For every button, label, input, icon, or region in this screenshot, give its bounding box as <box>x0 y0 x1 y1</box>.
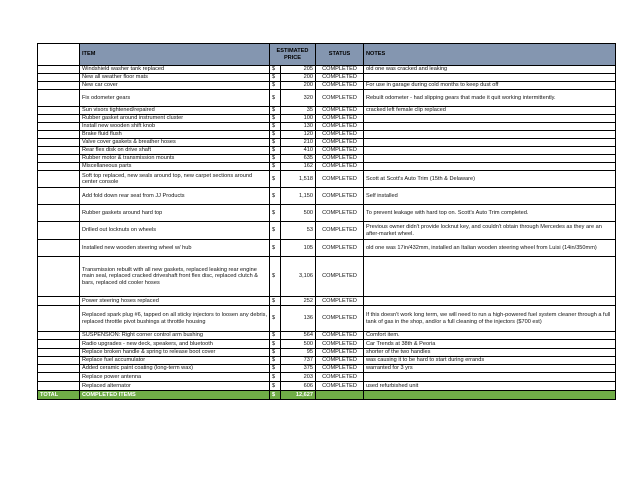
notes-cell: Rebuilt odometer - had slipping gears that made it quit working intermittently. <box>364 90 616 107</box>
table-row <box>38 131 616 139</box>
price-cell: 252 <box>281 297 316 306</box>
status-cell: COMPLETED <box>316 139 364 147</box>
item-cell: Transmission rebuilt with all new gaskets, replaced leaking rear engine main seal, replaced cracked driveshaft front flex disc, replaced clutch & bars, replaced old cooler hoses <box>80 257 270 297</box>
status-cell: COMPLETED <box>316 163 364 171</box>
price-cell: 635 <box>281 155 316 163</box>
price-cell: 130 <box>281 123 316 131</box>
table-row <box>38 365 616 373</box>
currency-cell: $ <box>270 139 281 147</box>
notes-cell: Car Trends at 38th & Peoria <box>364 340 616 349</box>
currency-cell: $ <box>270 222 281 240</box>
blank-cell <box>38 222 80 240</box>
item-cell: Install new wooden shift knob <box>80 123 270 131</box>
total-label: TOTAL <box>38 391 80 400</box>
table-row <box>38 357 616 365</box>
blank-cell <box>38 123 80 131</box>
blank-cell <box>38 188 80 205</box>
notes-cell: old one was 17in/432mm, installed an Italian wooden steering wheel from Luisi (14in/350mm) <box>364 240 616 257</box>
notes-cell <box>364 74 616 82</box>
currency-cell: $ <box>270 66 281 74</box>
currency-cell: $ <box>270 74 281 82</box>
spreadsheet-table <box>37 43 616 400</box>
currency-cell: $ <box>270 349 281 357</box>
currency-cell: $ <box>270 163 281 171</box>
table-row <box>38 66 616 74</box>
status-cell: COMPLETED <box>316 188 364 205</box>
item-cell: Sun visors tightened/repaired <box>80 107 270 115</box>
status-cell: COMPLETED <box>316 365 364 373</box>
item-cell: Soft top replaced, new seals around top, new carpet sections around center console <box>80 171 270 188</box>
table-row <box>38 340 616 349</box>
price-cell: 105 <box>281 240 316 257</box>
price-cell: 737 <box>281 357 316 365</box>
total-item: COMPLETED ITEMS <box>80 391 270 400</box>
table-row <box>38 222 616 240</box>
blank-cell <box>38 115 80 123</box>
item-cell: Replace power antenna <box>80 373 270 382</box>
header-row <box>38 44 616 66</box>
currency-cell: $ <box>270 90 281 107</box>
item-cell: Rubber gaskets around hard top <box>80 205 270 222</box>
blank-cell <box>38 107 80 115</box>
notes-cell: cracked left female clip replaced <box>364 107 616 115</box>
price-cell: 1,518 <box>281 171 316 188</box>
table-row <box>38 123 616 131</box>
item-cell: New car cover <box>80 82 270 90</box>
table-row <box>38 332 616 340</box>
currency-cell: $ <box>270 155 281 163</box>
item-cell: Replace fuel accumulator <box>80 357 270 365</box>
table-row <box>38 373 616 382</box>
blank-cell <box>38 349 80 357</box>
blank-cell <box>38 155 80 163</box>
status-cell: COMPLETED <box>316 222 364 240</box>
price-cell: 500 <box>281 340 316 349</box>
status-cell: COMPLETED <box>316 155 364 163</box>
item-cell: Installed new wooden steering wheel w/ hub <box>80 240 270 257</box>
status-cell: COMPLETED <box>316 82 364 90</box>
blank-cell <box>38 90 80 107</box>
item-cell: Windshield washer tank replaced <box>80 66 270 74</box>
currency-cell: $ <box>270 382 281 391</box>
price-cell: 200 <box>281 74 316 82</box>
item-cell: Fix odometer gears <box>80 90 270 107</box>
notes-cell <box>364 163 616 171</box>
status-cell: COMPLETED <box>316 349 364 357</box>
notes-cell: used refurbished unit <box>364 382 616 391</box>
blank-cell <box>38 306 80 332</box>
price-cell: 320 <box>281 90 316 107</box>
blank-cell <box>38 74 80 82</box>
blank-cell <box>38 340 80 349</box>
header-status: STATUS <box>316 44 364 66</box>
price-cell: 210 <box>281 139 316 147</box>
status-cell: COMPLETED <box>316 131 364 139</box>
notes-cell: old one was cracked and leaking <box>364 66 616 74</box>
notes-cell: was causing it to be hard to start during errands <box>364 357 616 365</box>
price-cell: 203 <box>281 373 316 382</box>
header-blank-cell <box>38 44 80 66</box>
notes-cell: Scott at Scott's Auto Trim (15th & Delaware) <box>364 171 616 188</box>
table-row <box>38 188 616 205</box>
sheet-body <box>38 44 616 400</box>
table-row <box>38 82 616 90</box>
status-cell: COMPLETED <box>316 90 364 107</box>
currency-cell: $ <box>270 257 281 297</box>
price-cell: 35 <box>281 107 316 115</box>
item-cell: Added ceramic paint coating (long-term wax) <box>80 365 270 373</box>
notes-cell: Comfort item. <box>364 332 616 340</box>
currency-cell: $ <box>270 240 281 257</box>
currency-cell: $ <box>270 365 281 373</box>
price-cell: 95 <box>281 349 316 357</box>
price-cell: 53 <box>281 222 316 240</box>
status-cell: COMPLETED <box>316 123 364 131</box>
item-cell: Rubber motor & transmission mounts <box>80 155 270 163</box>
notes-cell <box>364 123 616 131</box>
notes-cell <box>364 139 616 147</box>
price-cell: 100 <box>281 115 316 123</box>
header-item: ITEM <box>80 44 270 66</box>
total-notes-blank <box>364 391 616 400</box>
price-cell: 162 <box>281 163 316 171</box>
price-cell: 564 <box>281 332 316 340</box>
status-cell: COMPLETED <box>316 357 364 365</box>
price-cell: 410 <box>281 147 316 155</box>
notes-cell: For use in garage during cold months to keep dust off <box>364 82 616 90</box>
item-cell: Radio upgrades - new deck, speakers, and bluetooth <box>80 340 270 349</box>
price-cell: 500 <box>281 205 316 222</box>
item-cell: Replaced spark plug #6, tapped on all sticky injectors to loosen any debris, replaced throttle pivot bushings at throttle housing <box>80 306 270 332</box>
table-row <box>38 306 616 332</box>
table-row <box>38 163 616 171</box>
table-row <box>38 107 616 115</box>
blank-cell <box>38 332 80 340</box>
blank-cell <box>38 240 80 257</box>
notes-cell <box>364 257 616 297</box>
status-cell: COMPLETED <box>316 240 364 257</box>
currency-cell: $ <box>270 107 281 115</box>
currency-cell: $ <box>270 171 281 188</box>
total-currency: $ <box>270 391 281 400</box>
item-cell: Rear flex disk on drive shaft <box>80 147 270 155</box>
item-cell: Brake fluid flush <box>80 131 270 139</box>
table-row <box>38 155 616 163</box>
blank-cell <box>38 257 80 297</box>
status-cell: COMPLETED <box>316 340 364 349</box>
blank-cell <box>38 297 80 306</box>
table-row <box>38 257 616 297</box>
notes-cell: Previous owner didn't provide locknut key, and couldn't obtain through Mercedes as they are an after-market wheel. <box>364 222 616 240</box>
blank-cell <box>38 357 80 365</box>
header-estimated-price: ESTIMATED PRICE <box>270 44 316 66</box>
price-cell: 205 <box>281 66 316 74</box>
price-cell: 1,150 <box>281 188 316 205</box>
item-cell: Valve cover gaskets & breather hoses <box>80 139 270 147</box>
total-price: 12,627 <box>281 391 316 400</box>
status-cell: COMPLETED <box>316 171 364 188</box>
item-cell: Replace broken handle & spring to release boot cover <box>80 349 270 357</box>
notes-cell: warranted for 3 yrs <box>364 365 616 373</box>
status-cell: COMPLETED <box>316 147 364 155</box>
item-cell: Add fold down rear seat from JJ Products <box>80 188 270 205</box>
notes-cell <box>364 297 616 306</box>
header-notes: NOTES <box>364 44 616 66</box>
price-cell: 200 <box>281 82 316 90</box>
notes-cell: If this doesn't work long term, we will need to run a high-powered fuel system cleaner through a full tank of gas in the shop, and/or a full cleaning of the injectors ($700 est) <box>364 306 616 332</box>
table-row <box>38 349 616 357</box>
price-cell: 606 <box>281 382 316 391</box>
item-cell: Rubber gasket around instrument cluster <box>80 115 270 123</box>
currency-cell: $ <box>270 131 281 139</box>
currency-cell: $ <box>270 306 281 332</box>
currency-cell: $ <box>270 205 281 222</box>
status-cell: COMPLETED <box>316 382 364 391</box>
table-row <box>38 205 616 222</box>
currency-cell: $ <box>270 147 281 155</box>
table-row <box>38 382 616 391</box>
blank-cell <box>38 131 80 139</box>
total-row <box>38 391 616 400</box>
notes-cell: To prevent leakage with hard top on. Scott's Auto Trim completed. <box>364 205 616 222</box>
total-status-blank <box>316 391 364 400</box>
currency-cell: $ <box>270 332 281 340</box>
status-cell: COMPLETED <box>316 205 364 222</box>
price-cell: 375 <box>281 365 316 373</box>
status-cell: COMPLETED <box>316 74 364 82</box>
notes-cell <box>364 373 616 382</box>
blank-cell <box>38 139 80 147</box>
currency-cell: $ <box>270 357 281 365</box>
table-row <box>38 139 616 147</box>
currency-cell: $ <box>270 123 281 131</box>
status-cell: COMPLETED <box>316 306 364 332</box>
blank-cell <box>38 171 80 188</box>
currency-cell: $ <box>270 188 281 205</box>
table-row <box>38 147 616 155</box>
blank-cell <box>38 205 80 222</box>
status-cell: COMPLETED <box>316 373 364 382</box>
table-row <box>38 115 616 123</box>
status-cell: COMPLETED <box>316 257 364 297</box>
table-row <box>38 74 616 82</box>
price-cell: 120 <box>281 131 316 139</box>
item-cell: Power steering hoses replaced <box>80 297 270 306</box>
item-cell: Drilled out locknuts on wheels <box>80 222 270 240</box>
item-cell: New all weather floor mats <box>80 74 270 82</box>
table-row <box>38 240 616 257</box>
blank-cell <box>38 82 80 90</box>
notes-cell <box>364 155 616 163</box>
currency-cell: $ <box>270 297 281 306</box>
notes-cell: shorter of the two handles <box>364 349 616 357</box>
status-cell: COMPLETED <box>316 332 364 340</box>
status-cell: COMPLETED <box>316 297 364 306</box>
currency-cell: $ <box>270 340 281 349</box>
currency-cell: $ <box>270 115 281 123</box>
notes-cell <box>364 115 616 123</box>
blank-cell <box>38 163 80 171</box>
blank-cell <box>38 66 80 74</box>
blank-cell <box>38 365 80 373</box>
blank-cell <box>38 382 80 391</box>
price-cell: 136 <box>281 306 316 332</box>
status-cell: COMPLETED <box>316 66 364 74</box>
status-cell: COMPLETED <box>316 115 364 123</box>
notes-cell: Self installed <box>364 188 616 205</box>
table-row <box>38 297 616 306</box>
item-cell: Miscellaneous parts <box>80 163 270 171</box>
blank-cell <box>38 147 80 155</box>
notes-cell <box>364 131 616 139</box>
status-cell: COMPLETED <box>316 107 364 115</box>
item-cell: SUSPENSION: Right corner control arm bushing <box>80 332 270 340</box>
blank-cell <box>38 373 80 382</box>
item-cell: Replaced alternator <box>80 382 270 391</box>
table-row <box>38 171 616 188</box>
currency-cell: $ <box>270 82 281 90</box>
currency-cell: $ <box>270 373 281 382</box>
notes-cell <box>364 147 616 155</box>
table-row <box>38 90 616 107</box>
price-cell: 3,106 <box>281 257 316 297</box>
